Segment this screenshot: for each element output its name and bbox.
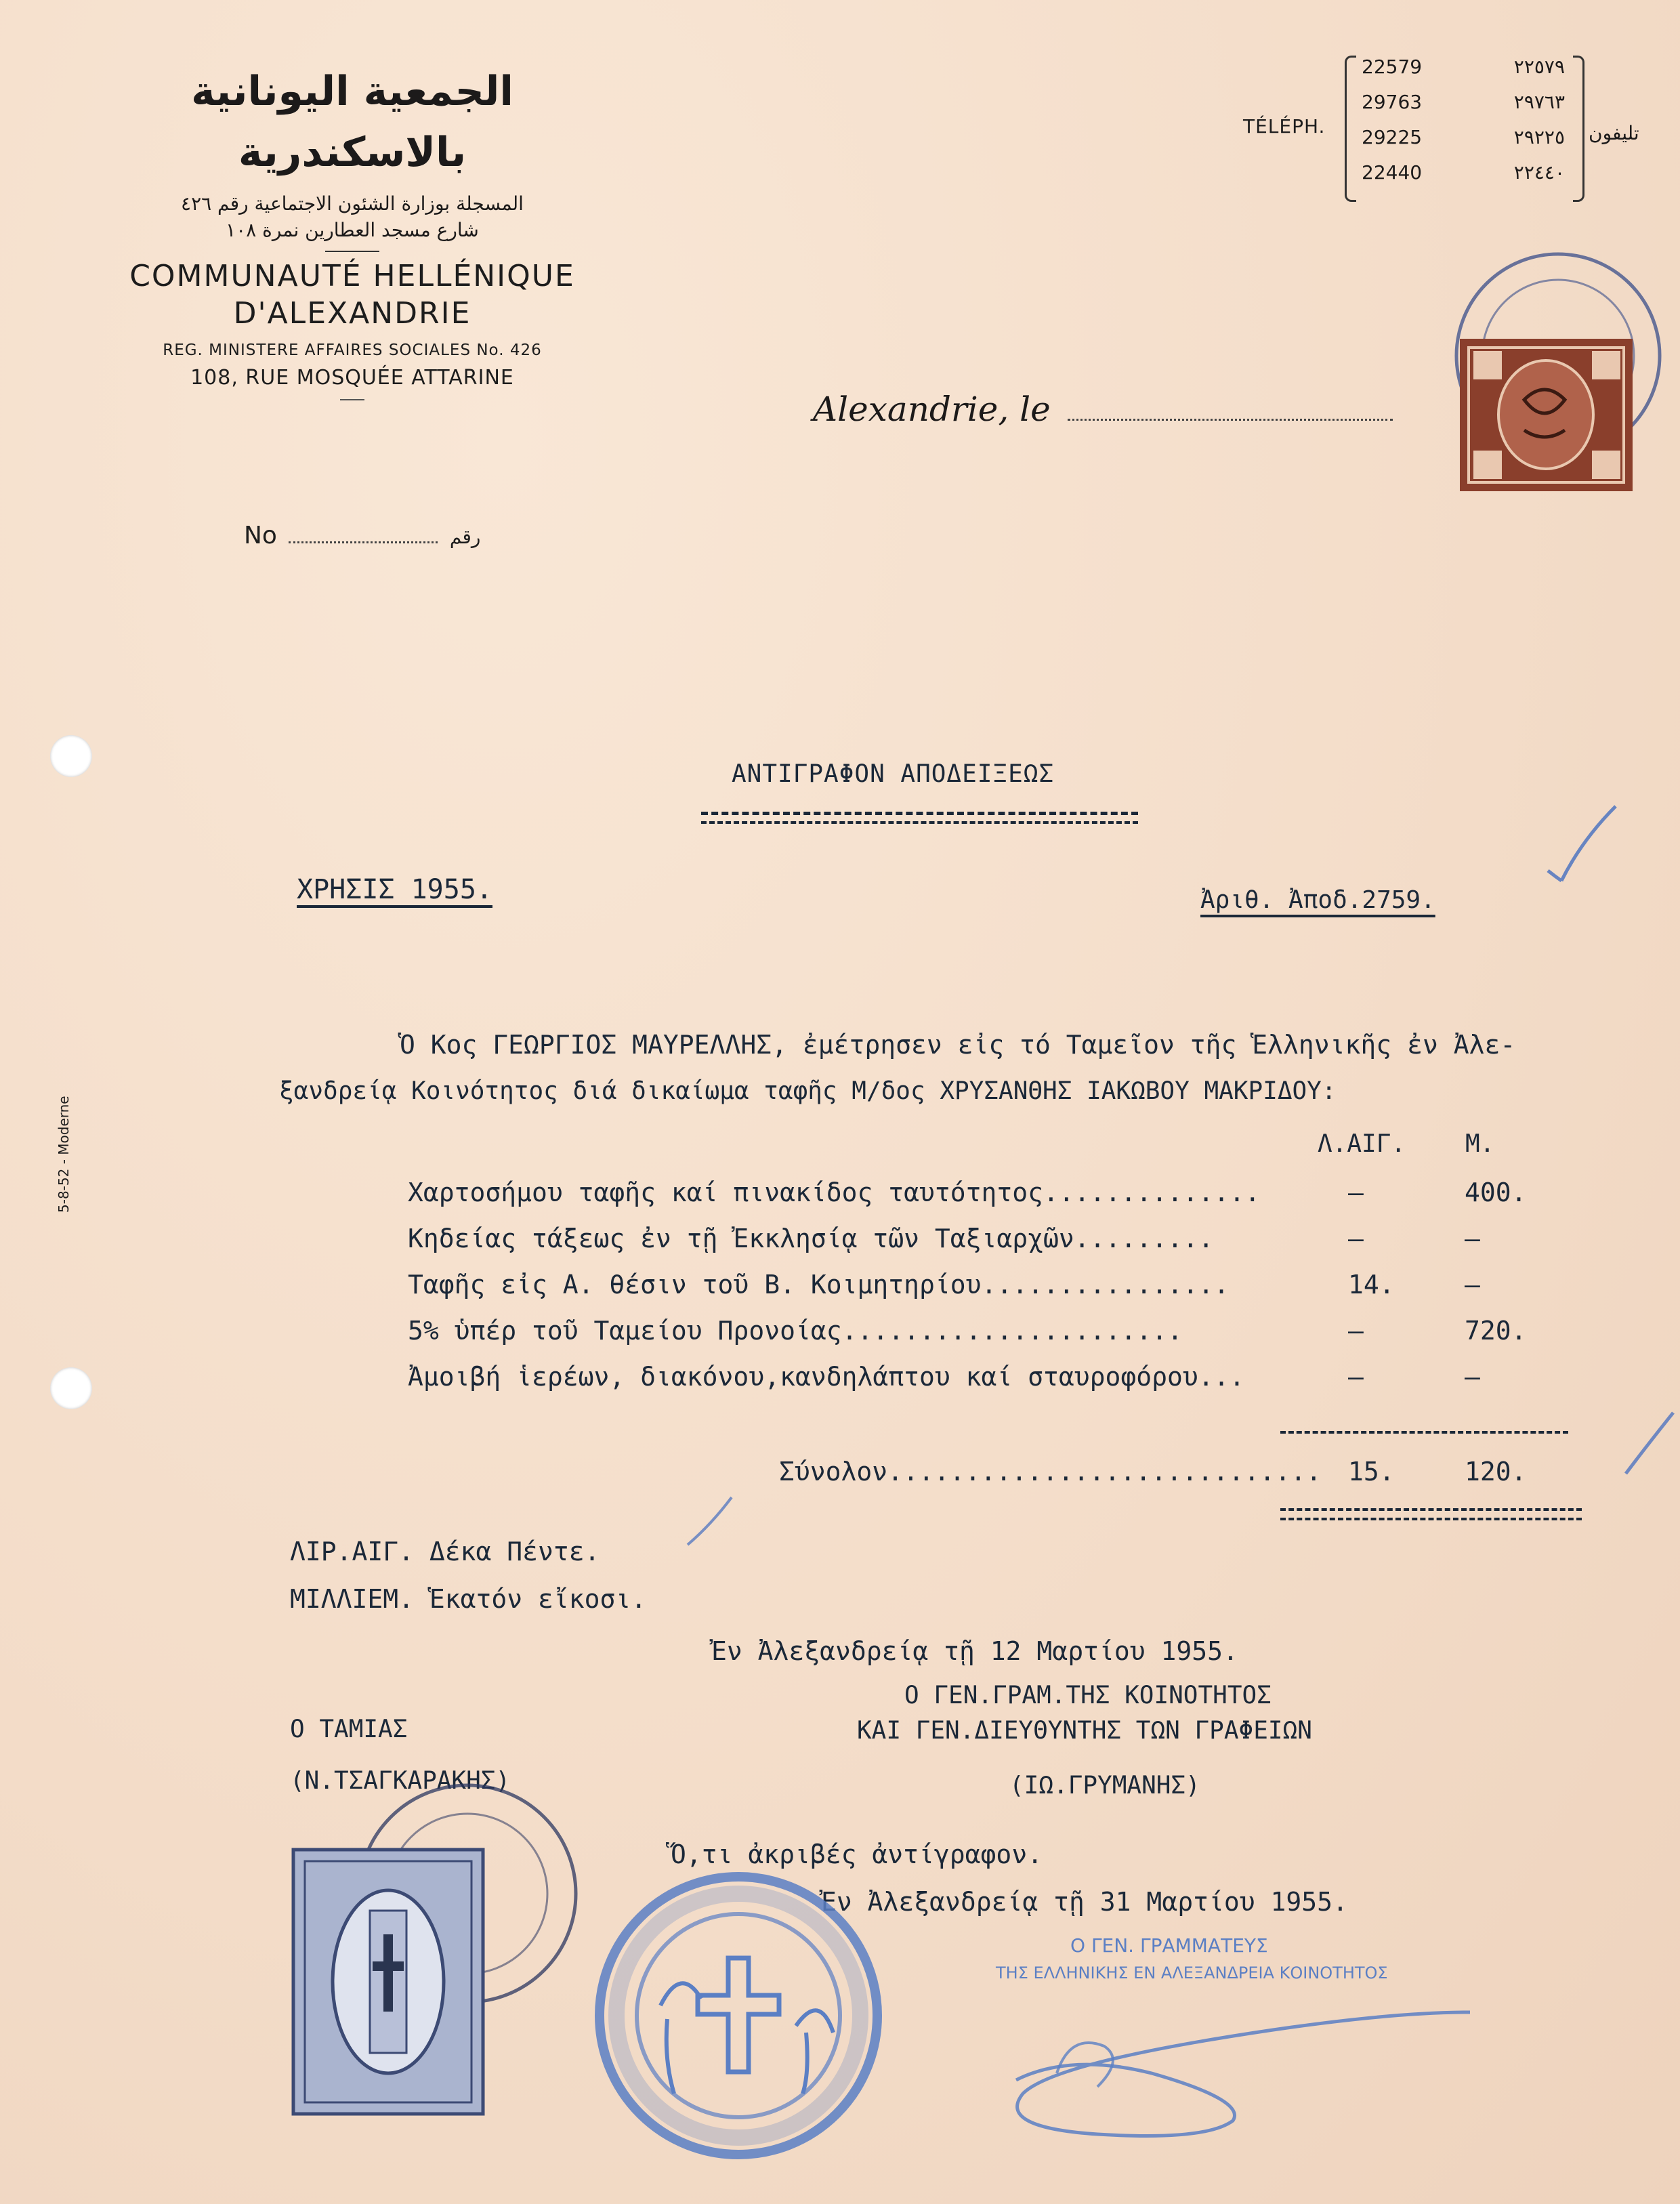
item-row xyxy=(408,1178,1573,1218)
phone-row xyxy=(1362,56,1565,91)
check-mark xyxy=(1619,1409,1680,1484)
secretary-title-1: Ο ΓΕΝ.ΓΡΑΜ.ΤΗΣ ΚΟΙΝΟΤΗΤΟΣ xyxy=(904,1682,1272,1709)
item-m: 400. xyxy=(1465,1178,1527,1207)
item-row xyxy=(408,1362,1573,1402)
item-desc: Χαρτοσήμου ταφῆς καί πινακίδος ταυτότητος xyxy=(408,1178,1043,1207)
total-row xyxy=(779,1457,1578,1497)
item-row xyxy=(408,1224,1573,1264)
phone-arabic: ٢٢٤٤٠ xyxy=(1513,161,1565,184)
stamp-sig-line-1: Ο ΓΕΝ. ΓΡΑΜΜΑΤΕΥΣ xyxy=(1070,1934,1268,1957)
double-rule-2 xyxy=(1280,1518,1582,1520)
place-date-dots xyxy=(1068,419,1393,421)
community-seal xyxy=(579,1863,898,2168)
dot-leader: .............. xyxy=(1043,1178,1261,1207)
arabic-reg: المسجلة بوزارة الشئون الاجتماعية رقم ٤٢٦ xyxy=(181,192,524,215)
total-la: 15. xyxy=(1348,1457,1395,1486)
item-la: — xyxy=(1348,1362,1364,1392)
no-field xyxy=(244,522,480,549)
teleph-label: TÉLÉPH. xyxy=(1243,115,1326,138)
no-dotted-line xyxy=(289,541,438,543)
item-m: — xyxy=(1465,1270,1480,1299)
item-desc: Κηδείας τάξεως ἐν τῇ Ἐκκλησίᾳ τῶν Ταξιαρχῶν xyxy=(408,1224,1074,1253)
arabic-address: شارع مسجد العطارين نمرة ١٠٨ xyxy=(226,219,479,241)
title-underline xyxy=(701,812,1138,815)
copy-line-2: Ἐν Ἀλεξανδρείᾳ τῇ 31 Μαρτίου 1955. xyxy=(821,1887,1348,1917)
phone-arabic: ٢٢٥٧٩ xyxy=(1513,56,1565,78)
item-desc: Ταφῆς εἰς Α. θέσιν τοῦ Β. Κοιμητηρίου xyxy=(408,1270,982,1299)
phone-latin: 29225 xyxy=(1362,126,1423,148)
total-rule xyxy=(1280,1431,1568,1434)
teleph-bracket xyxy=(1345,56,1356,202)
doc-title: ΑΝΤΙΓΡΑΦΟΝ ΑΠΟΔΕΙΞΕΩΣ xyxy=(732,760,1055,788)
stamp-sig-line-2: ΤΗΣ ΕΛΛΗΝΙΚΗΣ ΕΝ ΑΛΕΞΑΝΔΡΕΙΑ ΚΟΙΝΟΤΗΤΟΣ xyxy=(996,1963,1388,1982)
item-la: 14. xyxy=(1348,1270,1395,1299)
phone-list xyxy=(1362,56,1565,196)
copy-line-1: Ὅ,τι ἀκριβές ἀντίγραφον. xyxy=(671,1839,1043,1869)
col-header-la: Λ.ΑΙΓ. xyxy=(1318,1130,1406,1158)
title-underline2 xyxy=(701,821,1138,824)
phone-latin: 22579 xyxy=(1362,56,1423,78)
divider xyxy=(325,251,379,252)
body-line-1: Ὁ Κος ΓΕΩΡΓΙΟΣ ΜΑΥΡΕΛΛΗΣ, ἐμέτρησεν εἰς τό Ταμεῖον τῆς Ἑλληνικῆς ἐν Ἀλε- xyxy=(400,1030,1516,1060)
item-la: — xyxy=(1348,1178,1364,1207)
dot-leader: ......... xyxy=(1074,1224,1214,1253)
dot-leader: ................ xyxy=(981,1270,1230,1299)
item-la: — xyxy=(1348,1224,1364,1253)
receipt-number: Ἀριθ. Ἀποδ.2759. xyxy=(1200,886,1435,914)
dot-leader: ...................... xyxy=(841,1316,1183,1346)
double-rule xyxy=(1280,1508,1582,1511)
item-m: — xyxy=(1465,1362,1480,1392)
phone-latin: 22440 xyxy=(1362,161,1423,184)
item-la: — xyxy=(1348,1316,1364,1346)
punch-hole-top xyxy=(50,735,92,777)
secretary-name: (ΙΩ.ΓΡΥΜΑΝΗΣ) xyxy=(1009,1772,1200,1800)
phone-bracket-right xyxy=(1573,56,1584,202)
check-mark xyxy=(684,1491,738,1552)
total-m: 120. xyxy=(1465,1457,1527,1486)
dot-leader: ............................ xyxy=(887,1457,1322,1486)
org-reg: REG. MINISTERE AFFAIRES SOCIALES No. 426 xyxy=(163,341,542,359)
col-header-m: Μ. xyxy=(1465,1130,1495,1158)
body-line-2: ξανδρείᾳ Κοινότητος διά δικαίωμα ταφῆς Μ/δος ΧΡΥΣΑΝΘΗΣ ΙΑΚΩΒΟΥ ΜΑΚΡΙΔΟΥ: xyxy=(279,1077,1337,1105)
org-name-line1: COMMUNAUTÉ HELLÉNIQUE xyxy=(129,259,575,293)
punch-hole-bottom xyxy=(50,1367,92,1409)
no-label: No xyxy=(244,522,277,549)
fiscal-year: ΧΡΗΣΙΣ 1955. xyxy=(297,874,492,905)
secretary-title-2: ΚΑΙ ΓΕΝ.ΔΙΕΥΘΥΝΤΗΣ ΤΩΝ ΓΡΑΦΕΙΩΝ xyxy=(857,1717,1312,1745)
item-m: — xyxy=(1465,1224,1480,1253)
phone-row xyxy=(1362,126,1565,161)
place-date-line xyxy=(813,390,1393,429)
cashier-name: (Ν.ΤΣΑΓΚΑΡΑΚΗΣ) xyxy=(290,1767,511,1795)
revenue-stamp-top xyxy=(1423,244,1680,501)
item-row xyxy=(408,1270,1573,1310)
letterhead xyxy=(102,61,603,400)
revenue-stamp-bottom xyxy=(290,1846,486,2117)
place-date-label: Alexandrie, le xyxy=(813,390,1051,429)
org-address: 108, RUE MOSQUÉE ATTARINE xyxy=(190,366,514,390)
phone-row xyxy=(1362,91,1565,126)
phone-row xyxy=(1362,161,1565,196)
phone-arabic: ٢٩٧٦٣ xyxy=(1513,91,1565,113)
cashier-title: Ο ΤΑΜΙΑΣ xyxy=(290,1716,408,1743)
phone-latin: 29763 xyxy=(1362,91,1423,113)
item-m: 720. xyxy=(1465,1316,1527,1346)
item-desc: Ἀμοιβή ἱερέων, διακόνου,κανδηλάπτου καί σταυροφόρου xyxy=(408,1362,1198,1392)
phone-arabic: ٢٩٢٢٥ xyxy=(1513,126,1565,148)
org-name-line2: D'ALEXANDRIE xyxy=(233,296,471,331)
handwritten-signature xyxy=(935,1917,1545,2141)
item-desc: 5% ὑπέρ τοῦ Ταμείου Προνοίας xyxy=(408,1316,842,1346)
arabic-name: الجمعية اليونانية بالاسكندرية xyxy=(191,68,513,176)
item-row xyxy=(408,1316,1573,1356)
divider-small xyxy=(340,399,364,400)
dot-leader: ... xyxy=(1198,1362,1245,1392)
teleph-arabic: تليفون xyxy=(1589,122,1639,144)
side-note: 5-8-52 - Moderne xyxy=(56,1096,72,1213)
words-line-1: ΛΙΡ.ΑΙΓ. Δέκα Πέντε. xyxy=(290,1537,600,1566)
words-line-2: ΜΙΛΛΙΕΜ. Ἑκατόν εἴκοσι. xyxy=(290,1584,647,1614)
total-label: Σύνολον xyxy=(779,1457,888,1486)
check-mark xyxy=(1538,799,1626,888)
date-line: Ἐν Ἀλεξανδρείᾳ τῇ 12 Μαρτίου 1955. xyxy=(711,1636,1238,1666)
no-arabic: رقم xyxy=(449,526,481,548)
